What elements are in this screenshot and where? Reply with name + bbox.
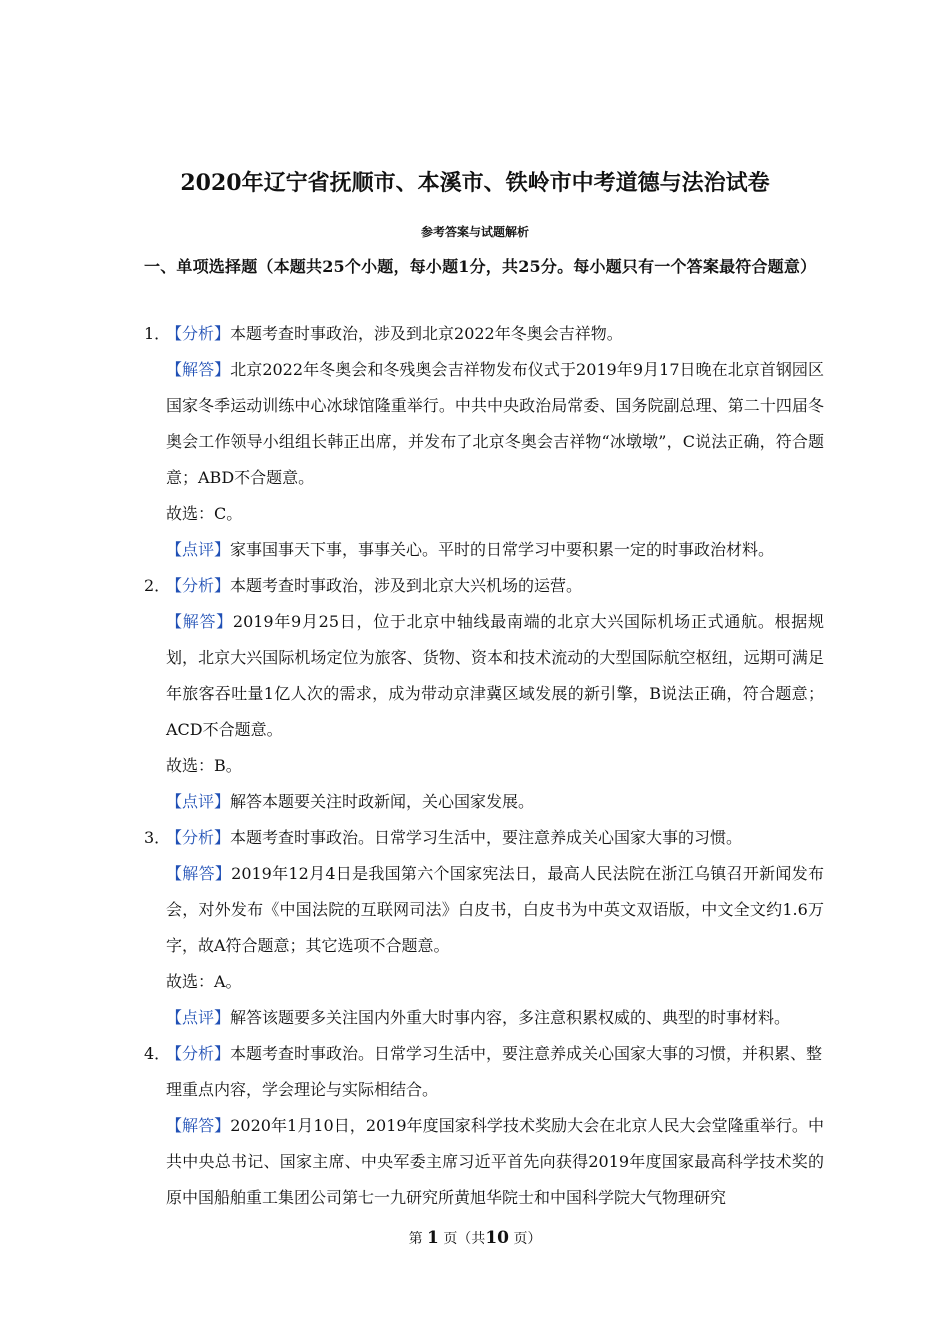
choice-text: 故选：B。 bbox=[166, 756, 242, 775]
analysis-tag: 【分析】 bbox=[166, 1044, 231, 1063]
question-number: 2． bbox=[144, 576, 171, 595]
question-3 bbox=[144, 820, 824, 1036]
answer-text: 北京2022年冬奥会和冬残奥会吉祥物发布仪式于2019年9月17日晚在北京首钢园区国家冬季运动训练中心冰球馆隆重举行。中共中央政治局常委、国务院副总理、第二十四届冬奥会工作领导小组组长韩正出席，并发布了北京冬奥会吉祥物“冰墩墩”，C说法正确，符合题意；ABD不合题意。 bbox=[166, 360, 824, 487]
question-2 bbox=[144, 568, 824, 820]
section-heading: 一、单项选择题（本题共25个小题，每小题1分，共25分。每小题只有一个答案最符合题意） bbox=[144, 257, 817, 276]
footer-middle: 页（共 bbox=[443, 1231, 486, 1247]
answer-tag: 【解答】 bbox=[166, 864, 232, 883]
footer-page-number: 1 bbox=[427, 1228, 439, 1248]
answer-text: 2020年1月10日，2019年度国家科学技术奖励大会在北京人民大会堂隆重举行。中共中央总书记、国家主席、中央军委主席习近平首先向获得2019年度国家最高科学技术奖的原中国船舶重工集团公司第七一九研究所黄旭华院士和中国科学院大气物理研究 bbox=[166, 1116, 824, 1207]
comment-text: 解答该题要多关注国内外重大时事内容，多注意积累权威的、典型的时事材料。 bbox=[230, 1008, 791, 1027]
answer-text: 2019年12月4日是我国第六个国家宪法日，最高人民法院在浙江乌镇召开新闻发布会，对外发布《中国法院的互联网司法》白皮书，白皮书为中英文双语版，中文全文约1.6万字，故A符合题意；其它选项不合题意。 bbox=[166, 864, 824, 955]
answer-tag: 【解答】 bbox=[166, 360, 231, 379]
comment-tag: 【点评】 bbox=[166, 1008, 231, 1027]
choice-text: 故选：A。 bbox=[166, 972, 242, 991]
comment-tag: 【点评】 bbox=[166, 792, 231, 811]
question-4 bbox=[144, 1036, 824, 1216]
page-subtitle: 参考答案与试题解析 bbox=[420, 225, 529, 239]
page-footer bbox=[0, 1226, 950, 1251]
analysis-tag: 【分析】 bbox=[166, 324, 231, 343]
comment-tag: 【点评】 bbox=[166, 540, 231, 559]
choice-text: 故选：C。 bbox=[166, 504, 243, 523]
answer-tag: 【解答】 bbox=[166, 612, 233, 631]
analysis-text: 本题考查时事政治，涉及到北京2022年冬奥会吉祥物。 bbox=[230, 324, 623, 343]
footer-total-pages: 10 bbox=[485, 1228, 509, 1248]
question-1 bbox=[144, 316, 824, 568]
question-number: 3． bbox=[144, 828, 171, 847]
answer-tag: 【解答】 bbox=[166, 1116, 231, 1135]
page-title: 2020年辽宁省抚顺市、本溪市、铁岭市中考道德与法治试卷 bbox=[180, 170, 770, 196]
analysis-tag: 【分析】 bbox=[166, 576, 231, 595]
question-number: 4． bbox=[144, 1044, 171, 1063]
analysis-text: 本题考查时事政治。日常学习生活中，要注意养成关心国家大事的习惯。 bbox=[230, 828, 743, 847]
footer-prefix: 第 bbox=[408, 1231, 423, 1247]
footer-suffix: 页） bbox=[513, 1231, 542, 1247]
answer-text: 2019年9月25日，位于北京中轴线最南端的北京大兴国际机场正式通航。根据规划，北京大兴国际机场定位为旅客、货物、资本和技术流动的大型国际航空枢纽，远期可满足年旅客吞吐量1亿人次的需求，成为带动京津冀区域发展的新引擎，B说法正确，符合题意；ACD不合题意。 bbox=[166, 612, 824, 739]
question-number: 1． bbox=[144, 324, 171, 343]
answer-list bbox=[144, 316, 824, 1216]
comment-text: 家事国事天下事，事事关心。平时的日常学习中要积累一定的时事政治材料。 bbox=[230, 540, 775, 559]
comment-text: 解答本题要关注时政新闻，关心国家发展。 bbox=[230, 792, 535, 811]
analysis-tag: 【分析】 bbox=[166, 828, 231, 847]
analysis-text: 本题考查时事政治。日常学习生活中，要注意养成关心国家大事的习惯，并积累、整理重点内容，学会理论与实际相结合。 bbox=[166, 1044, 823, 1099]
analysis-text: 本题考查时事政治，涉及到北京大兴机场的运营。 bbox=[230, 576, 583, 595]
